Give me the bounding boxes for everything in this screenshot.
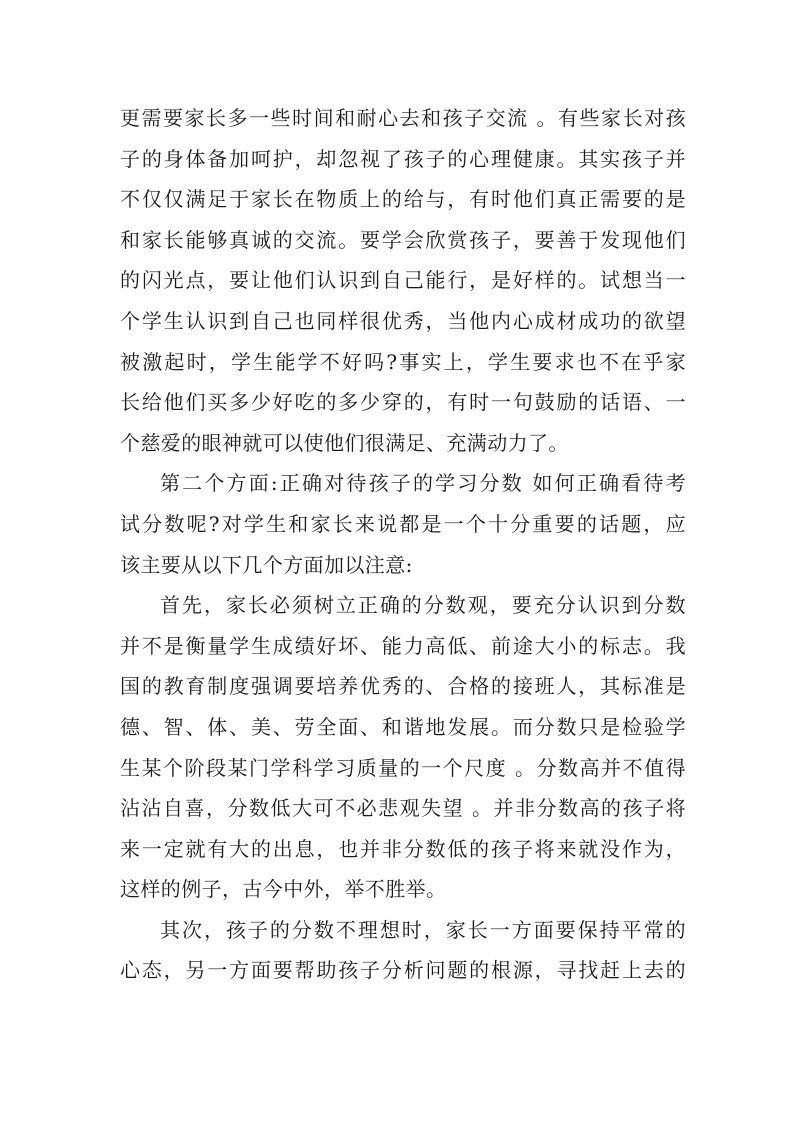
text-line: 和家长能够真诚的交流。要学会欣赏孩子，要善于发现他们	[120, 227, 686, 252]
text-line: 德、智、体、美、劳全面、和谐地发展。而分数只是检验学	[120, 714, 686, 739]
text-line: 个学生认识到自己也同样很优秀，当他内心成材成功的欲望	[120, 308, 686, 333]
text-line: 心态，另一方面要帮助孩子分析问题的根源，寻找赶上去的	[120, 958, 686, 983]
text-line: 国的教育制度强调要培养优秀的、合格的接班人，其标准是	[120, 674, 686, 699]
text-line: 个慈爱的眼神就可以使他们很满足、充满动力了。	[120, 430, 569, 455]
text-line: 来一定就有大的出息，也并非分数低的孩子将来就没作为，	[120, 836, 686, 861]
text-line: 首先，家长必须树立正确的分数观，要充分认识到分数	[160, 593, 686, 618]
text-line: 长给他们买多少好吃的多少穿的，有时一句鼓励的话语、一	[120, 390, 686, 415]
text-line: 沾沾自喜，分数低大可不必悲观失望 。并非分数高的孩子将	[120, 796, 686, 821]
text-line: 该主要从以下几个方面加以注意:	[120, 552, 413, 577]
text-line: 并不是衡量学生成绩好坏、能力高低、前途大小的标志。我	[120, 633, 686, 658]
text-line: 子的身体备加呵护，却忽视了孩子的心理健康。其实孩子并	[120, 146, 686, 171]
text-line: 不仅仅满足于家长在物质上的给与，有时他们真正需要的是	[120, 187, 686, 212]
text-line: 的闪光点，要让他们认识到自己能行，是好样的。试想当一	[120, 268, 686, 293]
text-line: 第二个方面:正确对待孩子的学习分数 如何正确看待考	[160, 471, 686, 496]
text-line: 这样的例子，古今中外，举不胜举。	[120, 877, 447, 902]
text-line: 试分数呢?对学生和家长来说都是一个十分重要的话题，应	[120, 511, 686, 536]
text-line: 被激起时，学生能学不好吗?事实上，学生要求也不在乎家	[120, 349, 686, 374]
text-line: 生某个阶段某门学科学习质量的一个尺度 。分数高并不值得	[120, 755, 686, 780]
text-line: 其次，孩子的分数不理想时，家长一方面要保持平常的	[160, 917, 686, 942]
text-line: 更需要家长多一些时间和耐心去和孩子交流 。有些家长对孩	[120, 106, 686, 130]
document-body	[120, 98, 686, 991]
